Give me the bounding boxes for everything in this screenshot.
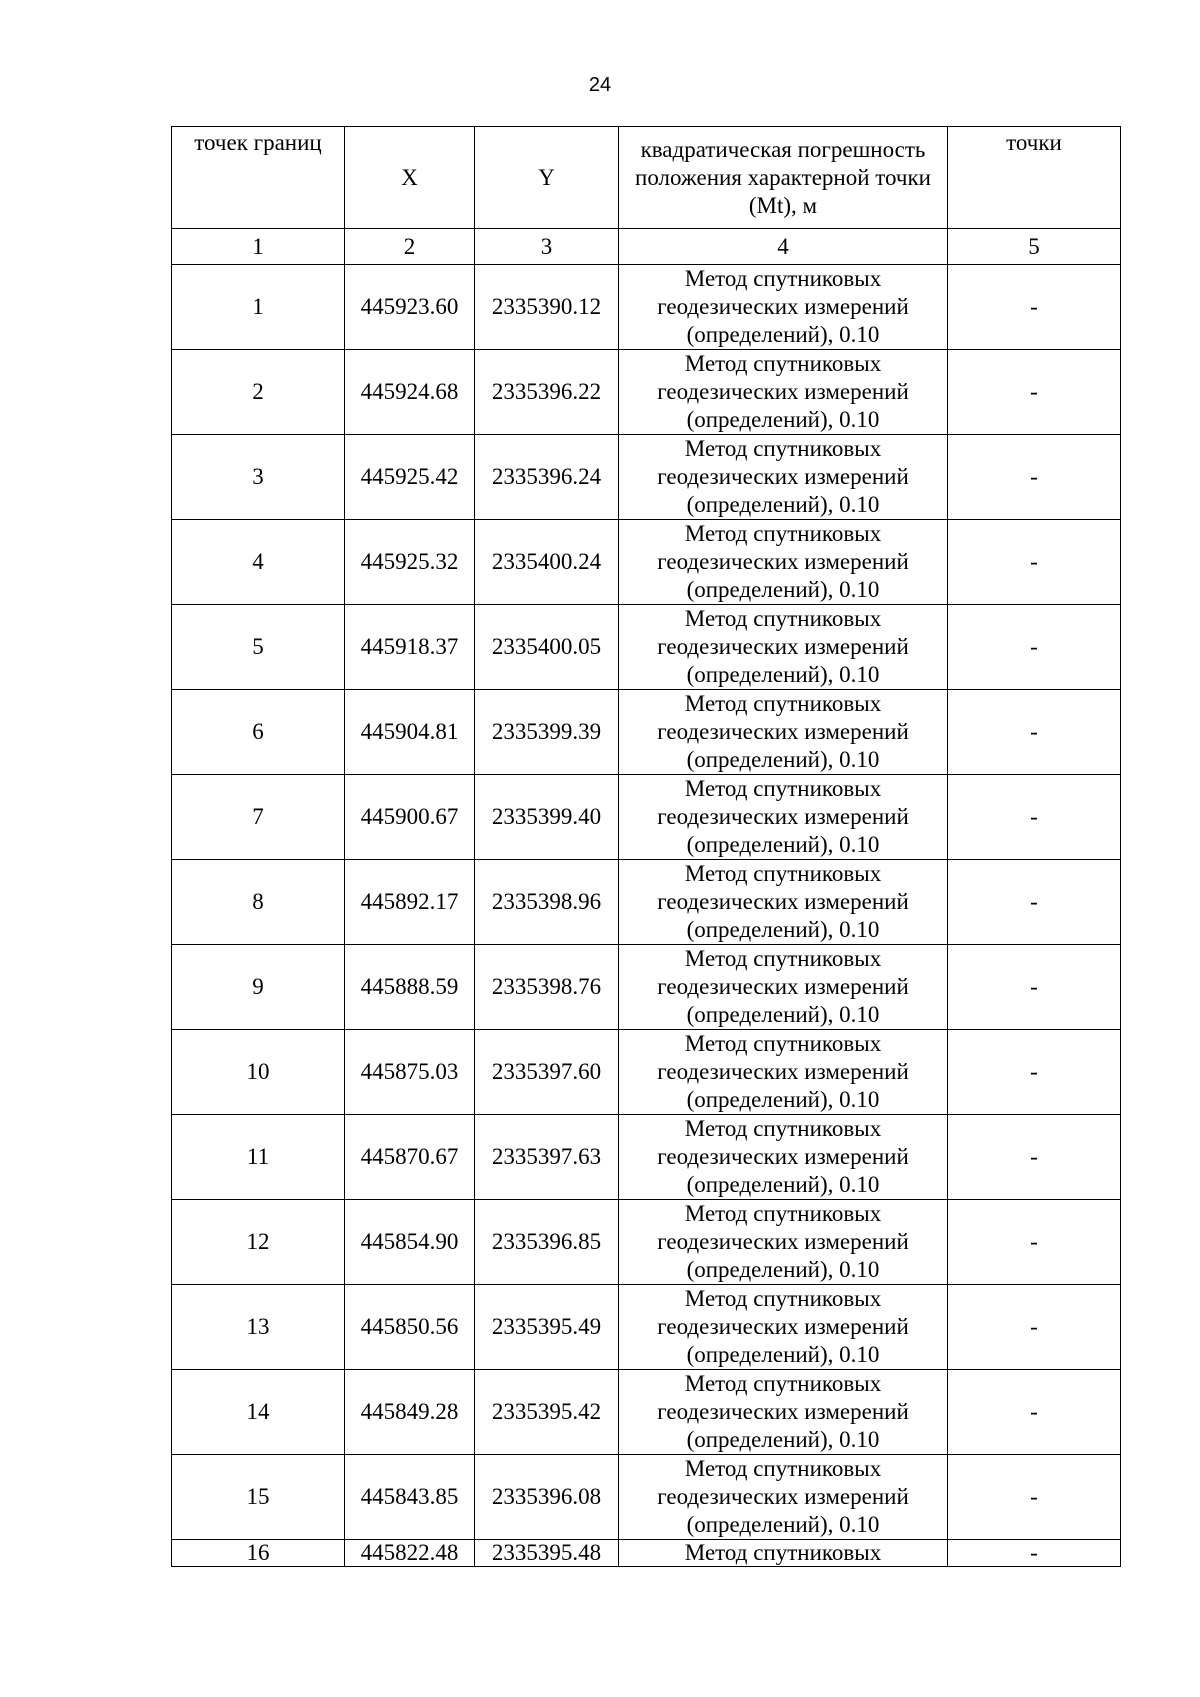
table-row (172, 1200, 1121, 1285)
table-row (172, 265, 1121, 350)
column-number: 5 (948, 229, 1121, 265)
method-line: (определений), 0.10 (686, 322, 880, 347)
coordinate-x: 445822.48 (345, 1540, 475, 1567)
point-number: 1 (172, 265, 345, 350)
coordinate-y: 2335396.22 (475, 350, 619, 435)
table-row (172, 690, 1121, 775)
coordinate-y: 2335396.24 (475, 435, 619, 520)
method-line: (определений), 0.10 (686, 1087, 880, 1112)
method-line: Метод спутниковых (684, 861, 882, 886)
coordinate-y: 2335399.40 (475, 775, 619, 860)
coordinate-x: 445904.81 (345, 690, 475, 775)
table-header-row (172, 127, 1121, 229)
coordinate-y: 2335396.08 (475, 1455, 619, 1540)
header-y: Y (475, 127, 619, 229)
point-description: - (948, 690, 1121, 775)
point-description: - (948, 1285, 1121, 1370)
method-line: (определений), 0.10 (686, 662, 880, 687)
coordinate-x: 445892.17 (345, 860, 475, 945)
point-description: - (948, 605, 1121, 690)
method-line: геодезических измерений (657, 549, 909, 574)
accuracy-method (619, 775, 948, 860)
point-number: 5 (172, 605, 345, 690)
method-line: Метод спутниковых (684, 1116, 882, 1141)
method-line: (определений), 0.10 (686, 1002, 880, 1027)
point-number: 8 (172, 860, 345, 945)
point-description: - (948, 520, 1121, 605)
table-row (172, 860, 1121, 945)
accuracy-method (619, 690, 948, 775)
coordinate-x: 445870.67 (345, 1115, 475, 1200)
table-row (172, 520, 1121, 605)
method-line: Метод спутниковых (684, 521, 882, 546)
method-line: Метод спутниковых (684, 691, 882, 716)
coordinate-y: 2335395.48 (475, 1540, 619, 1567)
table-row (172, 350, 1121, 435)
table-row (172, 945, 1121, 1030)
method-line: Метод спутниковых (684, 351, 882, 376)
point-description: - (948, 265, 1121, 350)
method-line: (определений), 0.10 (686, 1512, 880, 1537)
coordinate-x: 445850.56 (345, 1285, 475, 1370)
accuracy-method (619, 605, 948, 690)
method-line: геодезических измерений (657, 1059, 909, 1084)
method-line: Метод спутниковых (684, 1031, 882, 1056)
column-number: 4 (619, 229, 948, 265)
point-description: - (948, 775, 1121, 860)
method-line: (определений), 0.10 (686, 1427, 880, 1452)
coordinate-y: 2335398.76 (475, 945, 619, 1030)
coordinate-x: 445924.68 (345, 350, 475, 435)
coordinate-y: 2335397.60 (475, 1030, 619, 1115)
table-row (172, 1455, 1121, 1540)
coordinate-x: 445888.59 (345, 945, 475, 1030)
point-number: 16 (172, 1540, 345, 1567)
point-description: - (948, 435, 1121, 520)
method-line: Метод спутниковых (684, 1201, 882, 1226)
table-row (172, 435, 1121, 520)
point-description: - (948, 1115, 1121, 1200)
coordinate-y: 2335395.49 (475, 1285, 619, 1370)
method-line: геодезических измерений (657, 1229, 909, 1254)
point-number: 2 (172, 350, 345, 435)
point-number: 3 (172, 435, 345, 520)
method-line: (определений), 0.10 (686, 1257, 880, 1282)
method-line: геодезических измерений (657, 974, 909, 999)
coordinate-x: 445918.37 (345, 605, 475, 690)
table-row (172, 1285, 1121, 1370)
method-line: (определений), 0.10 (686, 492, 880, 517)
coordinate-x: 445843.85 (345, 1455, 475, 1540)
method-line: геодезических измерений (657, 379, 909, 404)
point-number: 11 (172, 1115, 345, 1200)
coordinate-x: 445849.28 (345, 1370, 475, 1455)
point-description: - (948, 1370, 1121, 1455)
point-description: - (948, 860, 1121, 945)
point-description: - (948, 1540, 1121, 1567)
point-description: - (948, 945, 1121, 1030)
method-line: Метод спутниковых (684, 1286, 882, 1311)
point-description: - (948, 1200, 1121, 1285)
method-line: (определений), 0.10 (686, 1342, 880, 1367)
method-line: геодезических измерений (657, 719, 909, 744)
table-row (172, 1115, 1121, 1200)
coordinate-y: 2335396.85 (475, 1200, 619, 1285)
coordinate-y: 2335398.96 (475, 860, 619, 945)
table-row (172, 1030, 1121, 1115)
accuracy-method (619, 1285, 948, 1370)
table-row (172, 1370, 1121, 1455)
point-number: 10 (172, 1030, 345, 1115)
accuracy-method: Метод спутниковых (619, 1540, 948, 1567)
method-line: Метод спутниковых (684, 776, 882, 801)
method-line: (определений), 0.10 (686, 1172, 880, 1197)
page-number: 24 (588, 74, 612, 96)
method-line: (определений), 0.10 (686, 832, 880, 857)
accuracy-method (619, 1455, 948, 1540)
point-description: - (948, 1455, 1121, 1540)
method-line: геодезических измерений (657, 1314, 909, 1339)
accuracy-method (619, 1370, 948, 1455)
coordinate-x: 445923.60 (345, 265, 475, 350)
point-number: 15 (172, 1455, 345, 1540)
accuracy-method (619, 520, 948, 605)
method-line: геодезических измерений (657, 1399, 909, 1424)
column-number: 3 (475, 229, 619, 265)
accuracy-method (619, 860, 948, 945)
table-row (172, 775, 1121, 860)
coordinate-y: 2335399.39 (475, 690, 619, 775)
header-x: X (345, 127, 475, 229)
coordinates-table (171, 126, 1121, 1567)
method-line: (определений), 0.10 (686, 747, 880, 772)
method-line: геодезических измерений (657, 634, 909, 659)
accuracy-method (619, 435, 948, 520)
method-line: геодезических измерений (657, 804, 909, 829)
point-number: 4 (172, 520, 345, 605)
accuracy-method (619, 1115, 948, 1200)
coordinate-y: 2335395.42 (475, 1370, 619, 1455)
method-line: (определений), 0.10 (686, 917, 880, 942)
coordinate-y: 2335400.24 (475, 520, 619, 605)
accuracy-method (619, 1030, 948, 1115)
method-line: Метод спутниковых (684, 266, 882, 291)
method-line: (определений), 0.10 (686, 407, 880, 432)
table-row (172, 1540, 1121, 1567)
table-row (172, 605, 1121, 690)
point-number: 9 (172, 945, 345, 1030)
point-number: 6 (172, 690, 345, 775)
column-number: 1 (172, 229, 345, 265)
coordinate-x: 445925.42 (345, 435, 475, 520)
method-line: геодезических измерений (657, 889, 909, 914)
column-numbers-row (172, 229, 1121, 265)
method-line: Метод спутниковых (684, 1371, 882, 1396)
header-accuracy: квадратическая погрешность положения характерной точки (Mt), м (619, 127, 948, 229)
coordinate-y: 2335400.05 (475, 605, 619, 690)
coordinate-x: 445875.03 (345, 1030, 475, 1115)
point-number: 7 (172, 775, 345, 860)
header-point-description: точки (948, 127, 1121, 229)
method-line: геодезических измерений (657, 294, 909, 319)
coordinate-x: 445925.32 (345, 520, 475, 605)
method-line: Метод спутниковых (684, 606, 882, 631)
method-line: Метод спутниковых (684, 946, 882, 971)
method-line: геодезических измерений (657, 464, 909, 489)
method-line: геодезических измерений (657, 1144, 909, 1169)
header-point-label: точек границ (172, 127, 345, 229)
coordinate-x: 445900.67 (345, 775, 475, 860)
accuracy-method (619, 265, 948, 350)
method-line: геодезических измерений (657, 1484, 909, 1509)
method-line: (определений), 0.10 (686, 577, 880, 602)
accuracy-method (619, 1200, 948, 1285)
accuracy-method (619, 350, 948, 435)
point-number: 14 (172, 1370, 345, 1455)
coordinate-y: 2335390.12 (475, 265, 619, 350)
coordinate-y: 2335397.63 (475, 1115, 619, 1200)
point-number: 12 (172, 1200, 345, 1285)
point-description: - (948, 1030, 1121, 1115)
method-line: Метод спутниковых (684, 436, 882, 461)
point-number: 13 (172, 1285, 345, 1370)
column-number: 2 (345, 229, 475, 265)
method-line: Метод спутниковых (684, 1456, 882, 1481)
coordinate-x: 445854.90 (345, 1200, 475, 1285)
accuracy-method (619, 945, 948, 1030)
point-description: - (948, 350, 1121, 435)
